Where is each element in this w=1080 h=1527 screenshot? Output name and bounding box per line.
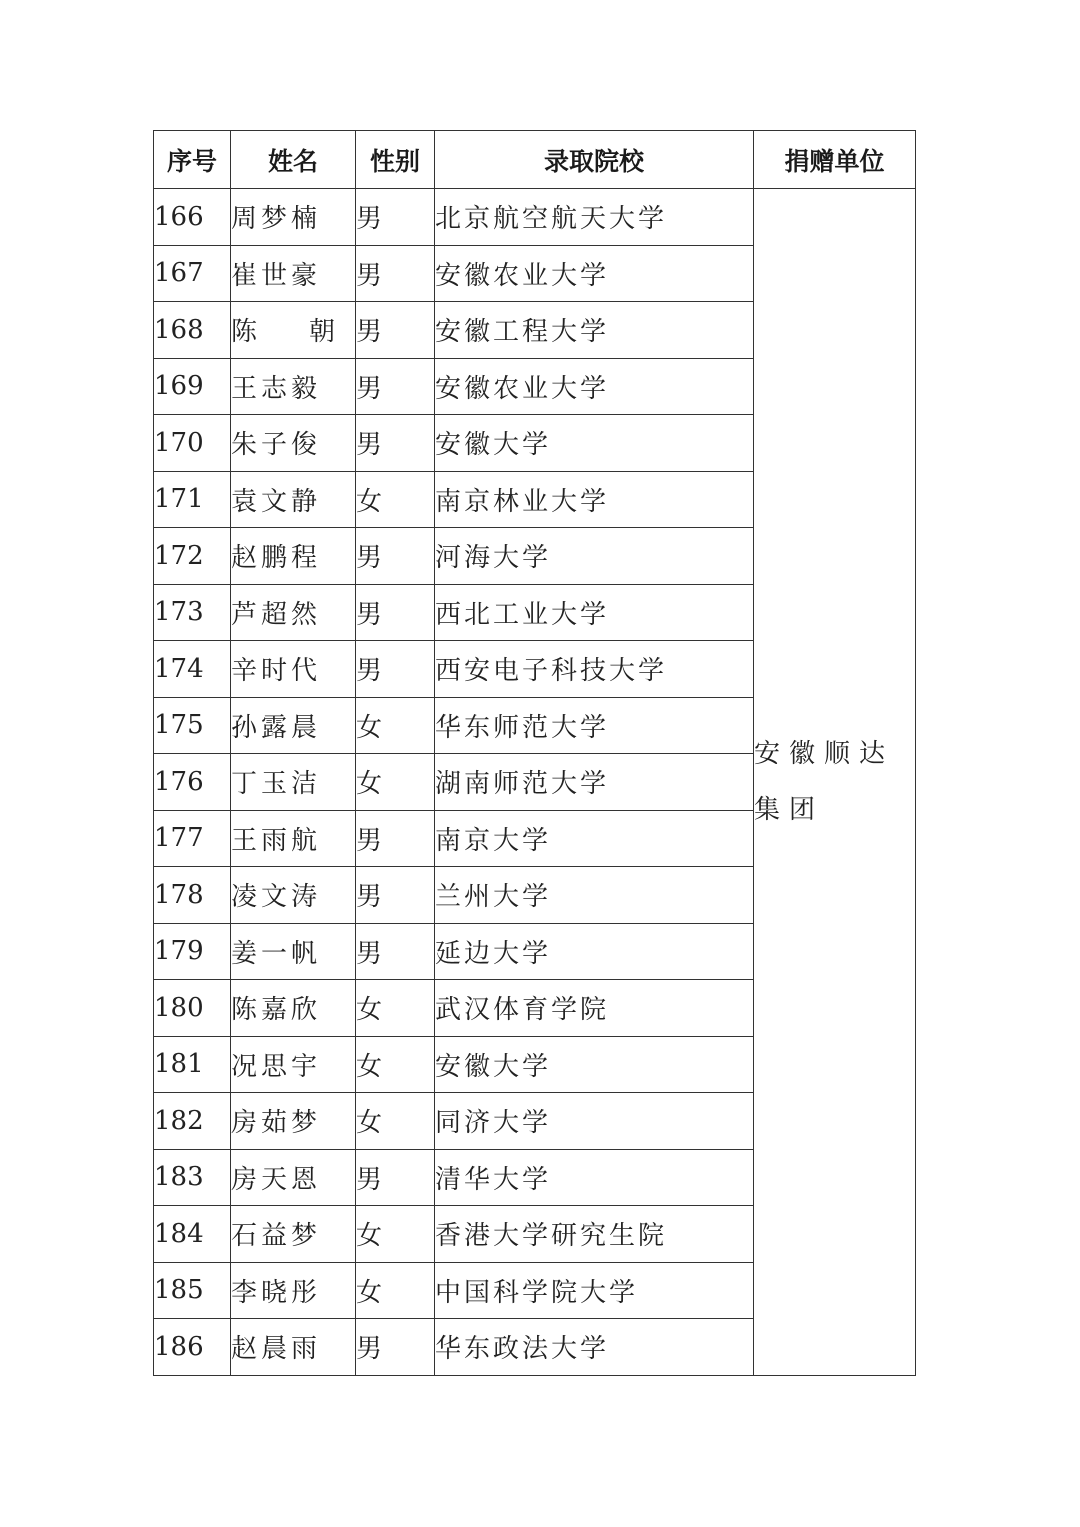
- cell-serial-number: 179: [154, 923, 231, 980]
- cell-student-name: 姜一帆: [231, 923, 356, 980]
- cell-admitted-school: 河海大学: [435, 528, 754, 585]
- cell-serial-number: 183: [154, 1149, 231, 1206]
- cell-gender: 男: [356, 189, 435, 246]
- cell-student-name: 赵鹏程: [231, 528, 356, 585]
- table-header-row: [154, 131, 916, 189]
- table-body: [154, 189, 916, 1376]
- header-serial-number: 序号: [154, 131, 231, 189]
- cell-student-name: 房茹梦: [231, 1093, 356, 1150]
- cell-gender: 男: [356, 415, 435, 472]
- cell-gender: 女: [356, 1206, 435, 1263]
- cell-admitted-school: 南京大学: [435, 810, 754, 867]
- cell-admitted-school: 香港大学研究生院: [435, 1206, 754, 1263]
- cell-admitted-school: 湖南师范大学: [435, 754, 754, 811]
- cell-admitted-school: 北京航空航天大学: [435, 189, 754, 246]
- cell-serial-number: 171: [154, 471, 231, 528]
- cell-student-name: 辛时代: [231, 641, 356, 698]
- cell-gender: 男: [356, 528, 435, 585]
- cell-serial-number: 169: [154, 358, 231, 415]
- cell-student-name: 陈 朝: [231, 302, 356, 359]
- cell-serial-number: 177: [154, 810, 231, 867]
- cell-student-name: 赵晨雨: [231, 1319, 356, 1376]
- header-donor-unit: 捐赠单位: [754, 131, 916, 189]
- cell-gender: 男: [356, 584, 435, 641]
- cell-admitted-school: 华东师范大学: [435, 697, 754, 754]
- cell-gender: 男: [356, 1319, 435, 1376]
- cell-serial-number: 175: [154, 697, 231, 754]
- cell-student-name: 房天恩: [231, 1149, 356, 1206]
- cell-gender: 女: [356, 754, 435, 811]
- cell-student-name: 芦超然: [231, 584, 356, 641]
- cell-student-name: 孙露晨: [231, 697, 356, 754]
- cell-student-name: 况思宇: [231, 1036, 356, 1093]
- cell-gender: 女: [356, 471, 435, 528]
- cell-student-name: 王志毅: [231, 358, 356, 415]
- cell-serial-number: 172: [154, 528, 231, 585]
- cell-gender: 男: [356, 302, 435, 359]
- cell-gender: 女: [356, 1036, 435, 1093]
- cell-student-name: 袁文静: [231, 471, 356, 528]
- cell-student-name: 凌文涛: [231, 867, 356, 924]
- cell-serial-number: 168: [154, 302, 231, 359]
- cell-student-name: 朱子俊: [231, 415, 356, 472]
- cell-admitted-school: 南京林业大学: [435, 471, 754, 528]
- cell-admitted-school: 延边大学: [435, 923, 754, 980]
- cell-gender: 男: [356, 358, 435, 415]
- cell-student-name: 石益梦: [231, 1206, 356, 1263]
- cell-serial-number: 180: [154, 980, 231, 1037]
- cell-admitted-school: 安徽大学: [435, 415, 754, 472]
- cell-serial-number: 173: [154, 584, 231, 641]
- cell-admitted-school: 西安电子科技大学: [435, 641, 754, 698]
- header-admitted-school: 录取院校: [435, 131, 754, 189]
- donor-unit-line: 安徽顺达: [754, 738, 895, 769]
- header-name: 姓名: [231, 131, 356, 189]
- cell-student-name: 陈嘉欣: [231, 980, 356, 1037]
- cell-gender: 女: [356, 980, 435, 1037]
- cell-gender: 男: [356, 810, 435, 867]
- scholarship-table: [153, 130, 916, 1376]
- cell-donor-unit: [754, 189, 916, 1376]
- cell-admitted-school: 华东政法大学: [435, 1319, 754, 1376]
- cell-gender: 男: [356, 923, 435, 980]
- cell-admitted-school: 西北工业大学: [435, 584, 754, 641]
- cell-serial-number: 184: [154, 1206, 231, 1263]
- cell-student-name: 丁玉洁: [231, 754, 356, 811]
- cell-gender: 男: [356, 641, 435, 698]
- cell-admitted-school: 同济大学: [435, 1093, 754, 1150]
- cell-student-name: 崔世豪: [231, 245, 356, 302]
- cell-admitted-school: 中国科学院大学: [435, 1262, 754, 1319]
- cell-serial-number: 174: [154, 641, 231, 698]
- cell-serial-number: 182: [154, 1093, 231, 1150]
- cell-gender: 男: [356, 245, 435, 302]
- cell-serial-number: 178: [154, 867, 231, 924]
- cell-serial-number: 167: [154, 245, 231, 302]
- cell-gender: 男: [356, 1149, 435, 1206]
- cell-admitted-school: 安徽农业大学: [435, 245, 754, 302]
- header-gender: 性别: [356, 131, 435, 189]
- cell-serial-number: 170: [154, 415, 231, 472]
- donor-unit-line: 集团: [754, 794, 825, 825]
- cell-gender: 女: [356, 1093, 435, 1150]
- cell-admitted-school: 安徽农业大学: [435, 358, 754, 415]
- cell-serial-number: 186: [154, 1319, 231, 1376]
- cell-admitted-school: 兰州大学: [435, 867, 754, 924]
- cell-admitted-school: 武汉体育学院: [435, 980, 754, 1037]
- cell-serial-number: 181: [154, 1036, 231, 1093]
- cell-admitted-school: 安徽大学: [435, 1036, 754, 1093]
- cell-gender: 女: [356, 1262, 435, 1319]
- cell-student-name: 李晓彤: [231, 1262, 356, 1319]
- cell-admitted-school: 清华大学: [435, 1149, 754, 1206]
- cell-gender: 女: [356, 697, 435, 754]
- cell-serial-number: 185: [154, 1262, 231, 1319]
- cell-student-name: 王雨航: [231, 810, 356, 867]
- cell-student-name: 周梦楠: [231, 189, 356, 246]
- cell-serial-number: 176: [154, 754, 231, 811]
- table-row: [154, 189, 916, 246]
- cell-serial-number: 166: [154, 189, 231, 246]
- cell-admitted-school: 安徽工程大学: [435, 302, 754, 359]
- cell-gender: 男: [356, 867, 435, 924]
